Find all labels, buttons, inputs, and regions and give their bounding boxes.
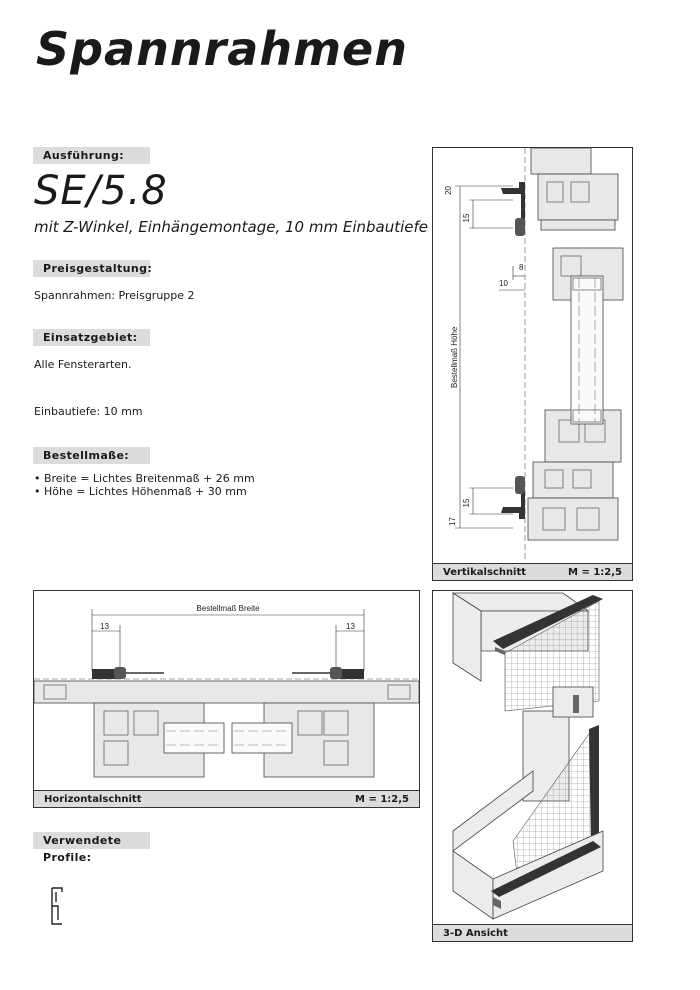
section-label-profile: Verwendete Profile: (33, 832, 150, 849)
view-3d-panel (432, 590, 633, 942)
horizontal-section-drawing (34, 591, 419, 789)
preis-text: Spannrahmen: Preisgruppe 2 (34, 289, 195, 302)
dim-13-right: 13 (346, 622, 355, 631)
model-code: SE/5.8 (34, 168, 168, 214)
dim-15-top: 15 (462, 213, 471, 223)
dim-13-left: 13 (100, 622, 109, 631)
horizontal-caption-label: Horizontalschnitt (44, 794, 142, 805)
model-subtitle: mit Z-Winkel, Einhängemontage, 10 mm Einbautiefe (34, 218, 428, 236)
horizontal-scale-label: M = 1:2,5 (355, 794, 409, 805)
einsatz-text: Alle Fensterarten. (34, 358, 132, 371)
page-title: Spannrahmen (36, 22, 408, 76)
bestell-item-breite: • Breite = Lichtes Breitenmaß + 26 mm (34, 472, 255, 485)
horizontal-section-caption (34, 790, 419, 807)
dim-bestellmass-hoehe: Bestellmaß Höhe (450, 326, 459, 388)
view-3d-caption-label: 3-D Ansicht (443, 928, 508, 939)
horizontal-section-panel (33, 590, 420, 808)
dim-bestellmass-breite: Bestellmaß Breite (196, 604, 260, 613)
vertical-caption-label: Vertikalschnitt (443, 567, 527, 578)
dim-15-bottom: 15 (462, 498, 471, 508)
section-label-ausfuehrung: Ausführung: (33, 147, 150, 164)
dim-17: 17 (448, 517, 457, 526)
dim-8: 8 (519, 263, 524, 272)
dim-20: 20 (444, 186, 453, 195)
view-3d-caption (433, 924, 632, 941)
section-label-preisgestaltung: Preisgestaltung: (33, 260, 150, 277)
section-label-bestellmasse: Bestellmaße: (33, 447, 150, 464)
vertical-scale-label: M = 1:2,5 (568, 567, 622, 578)
bestell-item-hoehe: • Höhe = Lichtes Höhenmaß + 30 mm (34, 485, 247, 498)
vertical-section-caption (433, 563, 632, 580)
profile-icon (48, 886, 68, 926)
dim-10: 10 (499, 279, 508, 288)
view-3d-drawing (433, 591, 632, 923)
section-label-einsatzgebiet: Einsatzgebiet: (33, 329, 150, 346)
einbautiefe-text: Einbautiefe: 10 mm (34, 405, 143, 418)
vertical-section-panel (432, 147, 633, 581)
vertical-section-drawing (433, 148, 632, 562)
